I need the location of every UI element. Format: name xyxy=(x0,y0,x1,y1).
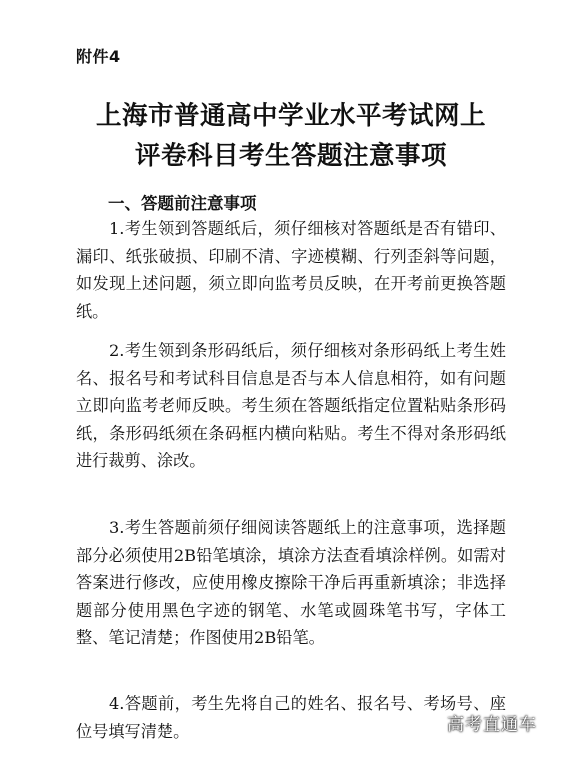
paragraph-2: 2.考生领到条形码纸后，须仔细核对条形码纸上考生姓名、报名号和考试科目信息是否与本人信息相符，如有问题立即向监考老师反映。考生须在答题纸指定位置粘贴条形码纸，条形码纸须在条码框内横向粘贴。考生不得对条形码纸进行裁剪、涂改。 xyxy=(76,341,506,470)
document-title-line-2: 评卷科目考生答题注意事项 xyxy=(134,141,447,171)
watermark-text: 高考直通车 xyxy=(447,715,537,735)
attachment-label: 附件4 xyxy=(76,47,121,66)
section-heading: 一、答题前注意事项 xyxy=(108,194,257,213)
paragraph-4: 4.答题前，考生先将自己的姓名、报名号、考场号、座位号填写清楚。 xyxy=(76,694,506,741)
document-title-line-1: 上海市普通高中学业水平考试网上 xyxy=(95,101,486,131)
paragraph-1: 1.考生领到答题纸后，须仔细核对答题纸是否有错印、漏印、纸张破损、印刷不清、字迹模糊、行列歪斜等问题，如发现上述问题，须立即向监考员反映，在开考前更换答题纸。 xyxy=(76,219,506,321)
paragraph-3: 3.考生答题前须仔细阅读答题纸上的注意事项，选择题部分必须使用2B铅笔填涂，填涂方法查看填涂样例。如需对答案进行修改，应使用橡皮擦除干净后再重新填涂；非选择题部分使用黑色字迹的钢笔、水笔或圆珠笔书写，字体工整、笔记清楚；作图使用2B铅笔。 xyxy=(76,518,506,647)
